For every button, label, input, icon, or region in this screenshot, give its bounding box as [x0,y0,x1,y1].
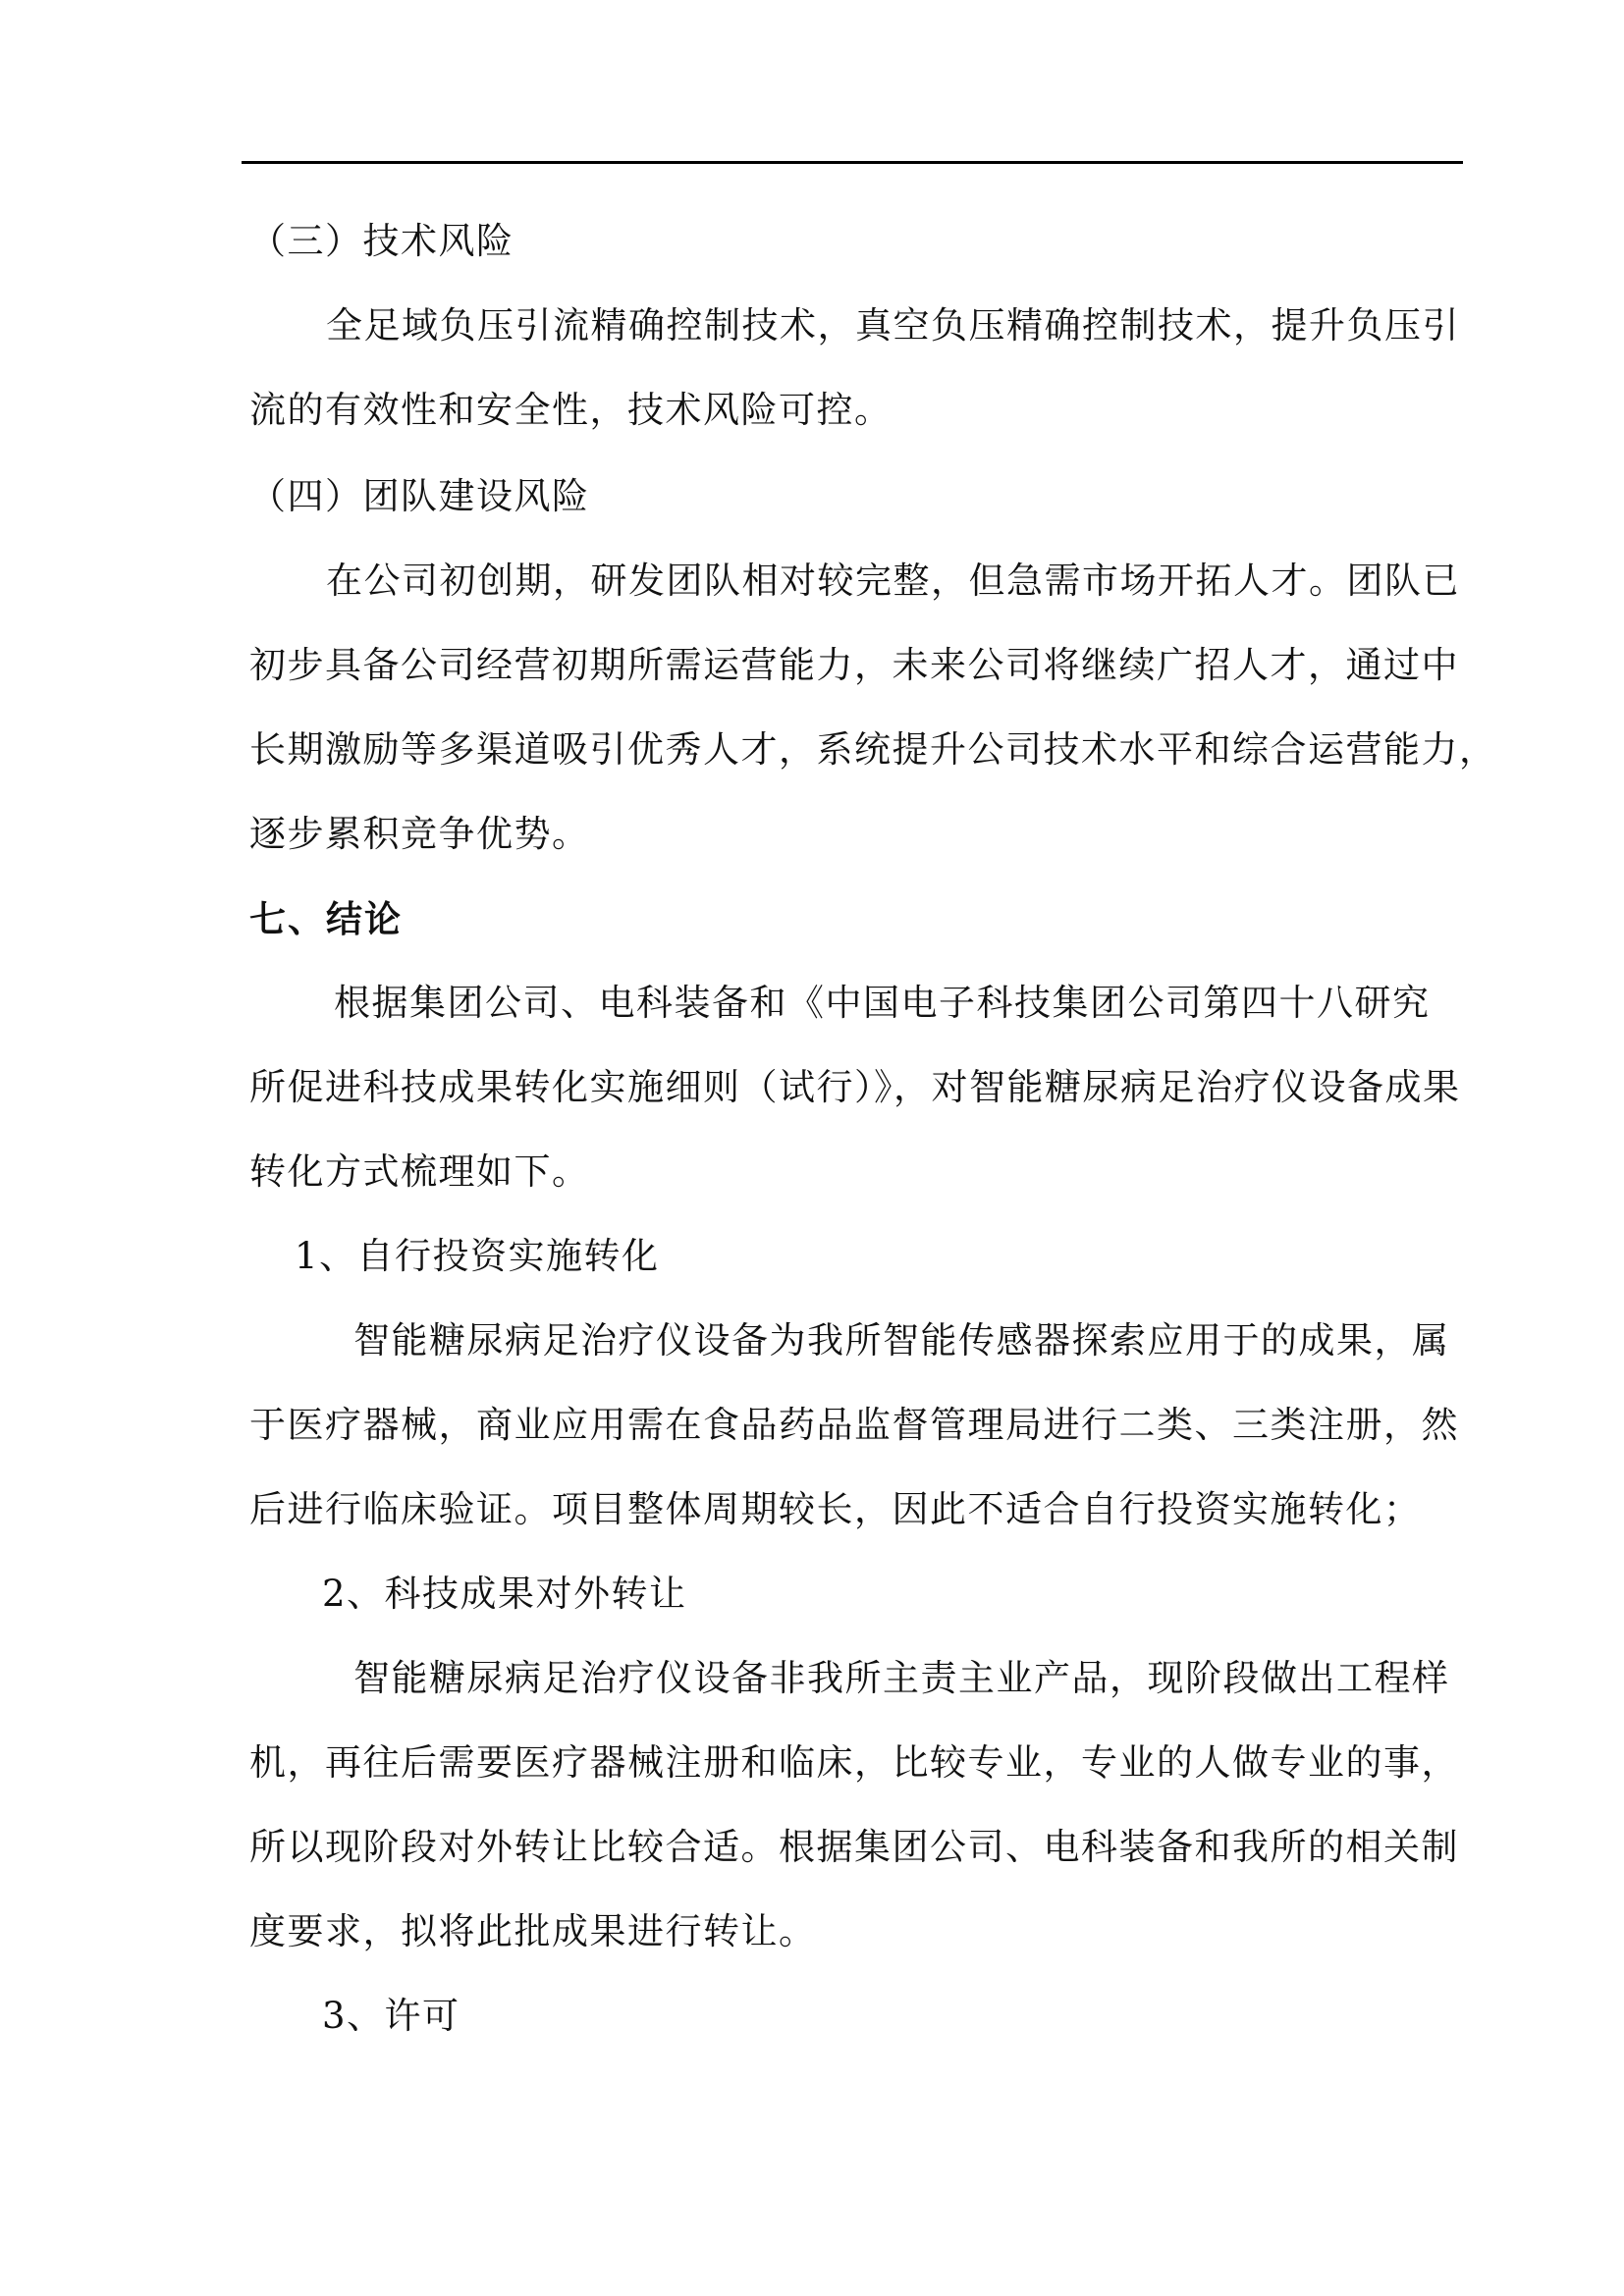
section4-heading: （四）团队建设风险 [249,475,590,517]
header-rule [242,161,1463,164]
section4-line-1: 在公司初创期，研发团队相对较完整，但急需市场开拓人才。团队已 [326,560,1460,602]
section4-line-4: 逐步累积竞争优势。 [249,813,590,855]
item2-line-3: 所以现阶段对外转让比较合适。根据集团公司、电科装备和我所的相关制 [249,1826,1459,1868]
section3-line-2: 流的有效性和安全性，技术风险可控。 [249,389,893,431]
section4-line-2: 初步具备公司经营初期所需运营能力，未来公司将继续广招人才，通过中 [249,644,1459,686]
item1-line-2: 于医疗器械，商业应用需在食品药品监督管理局进行二类、三类注册，然 [249,1404,1459,1446]
item2-line-1: 智能糖尿病足治疗仪设备非我所主责主业产品，现阶段做出工程样 [353,1657,1450,1699]
item2-line-2: 机，再往后需要医疗器械注册和临床，比较专业，专业的人做专业的事， [249,1741,1459,1784]
section3-line-1: 全足域负压引流精确控制技术，真空负压精确控制技术，提升负压引 [326,304,1460,347]
conclusion-intro-line-2: 所促进科技成果转化实施细则（试行）》，对智能糖尿病足治疗仪设备成果 [249,1066,1461,1108]
conclusion-intro-line-3: 转化方式梳理如下。 [249,1150,590,1193]
item3-title: 3、许可 [322,1995,460,2037]
conclusion-intro-line-1: 根据集团公司、电科装备和《中国电子科技集团公司第四十八研究 [334,982,1431,1024]
section4-line-3: 长期激励等多渠道吸引优秀人才，系统提升公司技术水平和综合运营能力， [249,728,1497,771]
item1-line-1: 智能糖尿病足治疗仪设备为我所智能传感器探索应用于的成果，属 [353,1319,1450,1362]
item1-title: 1、自行投资实施转化 [295,1235,660,1277]
item2-line-4: 度要求，拟将此批成果进行转让。 [249,1910,817,1952]
item1-line-3: 后进行临床验证。项目整体周期较长，因此不适合自行投资实施转化； [249,1488,1422,1530]
conclusion-heading: 七、结论 [249,897,403,940]
section3-heading: （三）技术风险 [249,220,514,262]
item2-title: 2、科技成果对外转让 [322,1573,687,1615]
